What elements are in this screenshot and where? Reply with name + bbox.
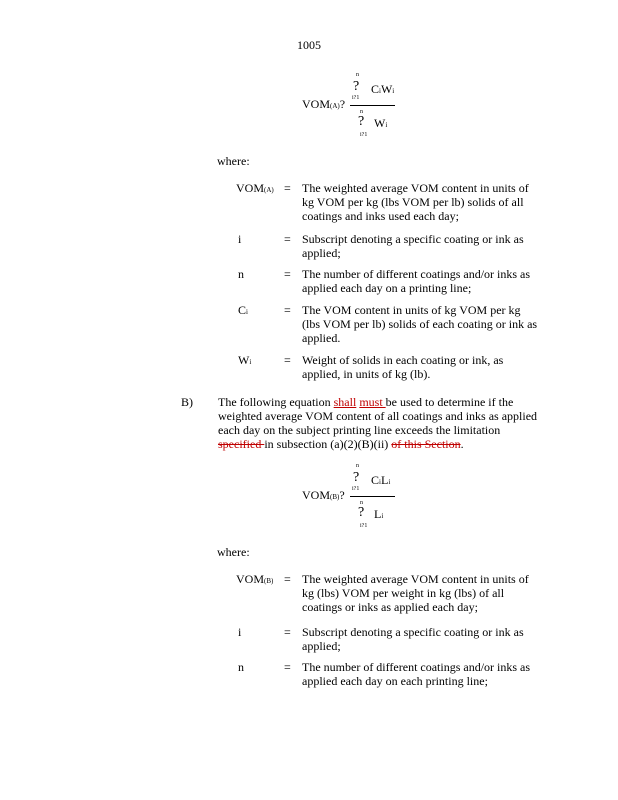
- deleted-specified: specified: [218, 437, 265, 451]
- definition-equals: =: [284, 232, 291, 246]
- formula-b-num-lower: i?1: [352, 486, 360, 492]
- definition-equals: =: [284, 660, 291, 674]
- formula-b-denominator: Li: [374, 507, 384, 521]
- definition-description: The number of different coatings and/or inks as applied each day on a printing line;: [302, 267, 531, 295]
- definition-term: n: [238, 267, 244, 281]
- definition-equals: =: [284, 303, 291, 317]
- formula-a-lhs: VOM(A)?: [302, 97, 346, 111]
- definition-equals: =: [284, 267, 291, 281]
- formula-a-fraction-bar: [350, 105, 395, 106]
- definition-description: The weighted average VOM content in units of kg (lbs) VOM per weight in kg (lbs) of all coatings or inks as applied each day;: [302, 572, 529, 614]
- formula-b-upper-limit: n: [356, 463, 359, 469]
- formula-b-numerator: CiLi: [371, 473, 391, 487]
- definition-description: Weight of solids in each coating or ink, as applied, in units of kg (lb).: [302, 353, 504, 381]
- inserted-shall: shall: [333, 395, 357, 409]
- formula-a-denominator: Wi: [374, 116, 388, 130]
- formula-b-fraction-bar: [350, 496, 395, 497]
- formula-a-sum-num: ?: [353, 79, 360, 94]
- definition-description: The VOM content in units of kg VOM per kg (lbs VOM per lb) solids of each coating or ink as applied.: [302, 303, 538, 345]
- definition-description: Subscript denoting a specific coating or ink as applied;: [302, 625, 524, 653]
- definition-term: n: [238, 660, 244, 674]
- formula-a-den-lower: i?1: [360, 132, 368, 138]
- definition-term: VOM(B): [236, 572, 274, 586]
- definition-equals: =: [284, 572, 291, 586]
- formula-a-numerator: CiWi: [371, 82, 395, 96]
- formula-b-lhs: VOM(B)?: [302, 488, 345, 502]
- formula-b: [300, 463, 400, 533]
- formula-a: [300, 72, 400, 142]
- definition-term: Wi: [238, 353, 252, 367]
- definition-term: VOM(A): [236, 181, 274, 195]
- section-b-label: B): [181, 395, 193, 409]
- formula-b-sum-num: ?: [353, 470, 360, 485]
- definition-term: Ci: [238, 303, 248, 317]
- formula-a-sum-den: ?: [358, 114, 365, 129]
- definition-description: The number of different coatings and/or inks as applied each day on each printing line;: [302, 660, 531, 688]
- formula-b-sum-den: ?: [358, 505, 365, 520]
- inserted-must: must: [359, 395, 386, 409]
- deleted-of-this-section: of this Section: [391, 437, 461, 451]
- definition-equals: =: [284, 625, 291, 639]
- formula-a-den-upper: n: [360, 109, 363, 115]
- section-b-paragraph: The following equation shall must be used to determine if the weighted average VOM content of all coatings and inks as applied each day on the subject printing line exceeds the limitation specified in subsection (a)(2)(B)(ii) of this Section.: [218, 395, 538, 451]
- where-label-a: where:: [217, 154, 250, 168]
- formula-b-den-lower: i?1: [360, 523, 368, 529]
- definition-description: The weighted average VOM content in units of kg VOM per kg (lbs VOM per lb) solids of all coatings and inks used each day;: [302, 181, 529, 223]
- definition-term: i: [238, 625, 242, 639]
- formula-a-upper-limit: n: [356, 72, 359, 78]
- definition-equals: =: [284, 181, 291, 195]
- page-number: 1005: [297, 38, 321, 52]
- definition-term: i: [238, 232, 242, 246]
- where-label-b: where:: [217, 545, 250, 559]
- definition-equals: =: [284, 353, 291, 367]
- definition-description: Subscript denoting a specific coating or ink as applied;: [302, 232, 524, 260]
- formula-a-num-lower: i?1: [352, 95, 360, 101]
- formula-b-den-upper: n: [360, 500, 363, 506]
